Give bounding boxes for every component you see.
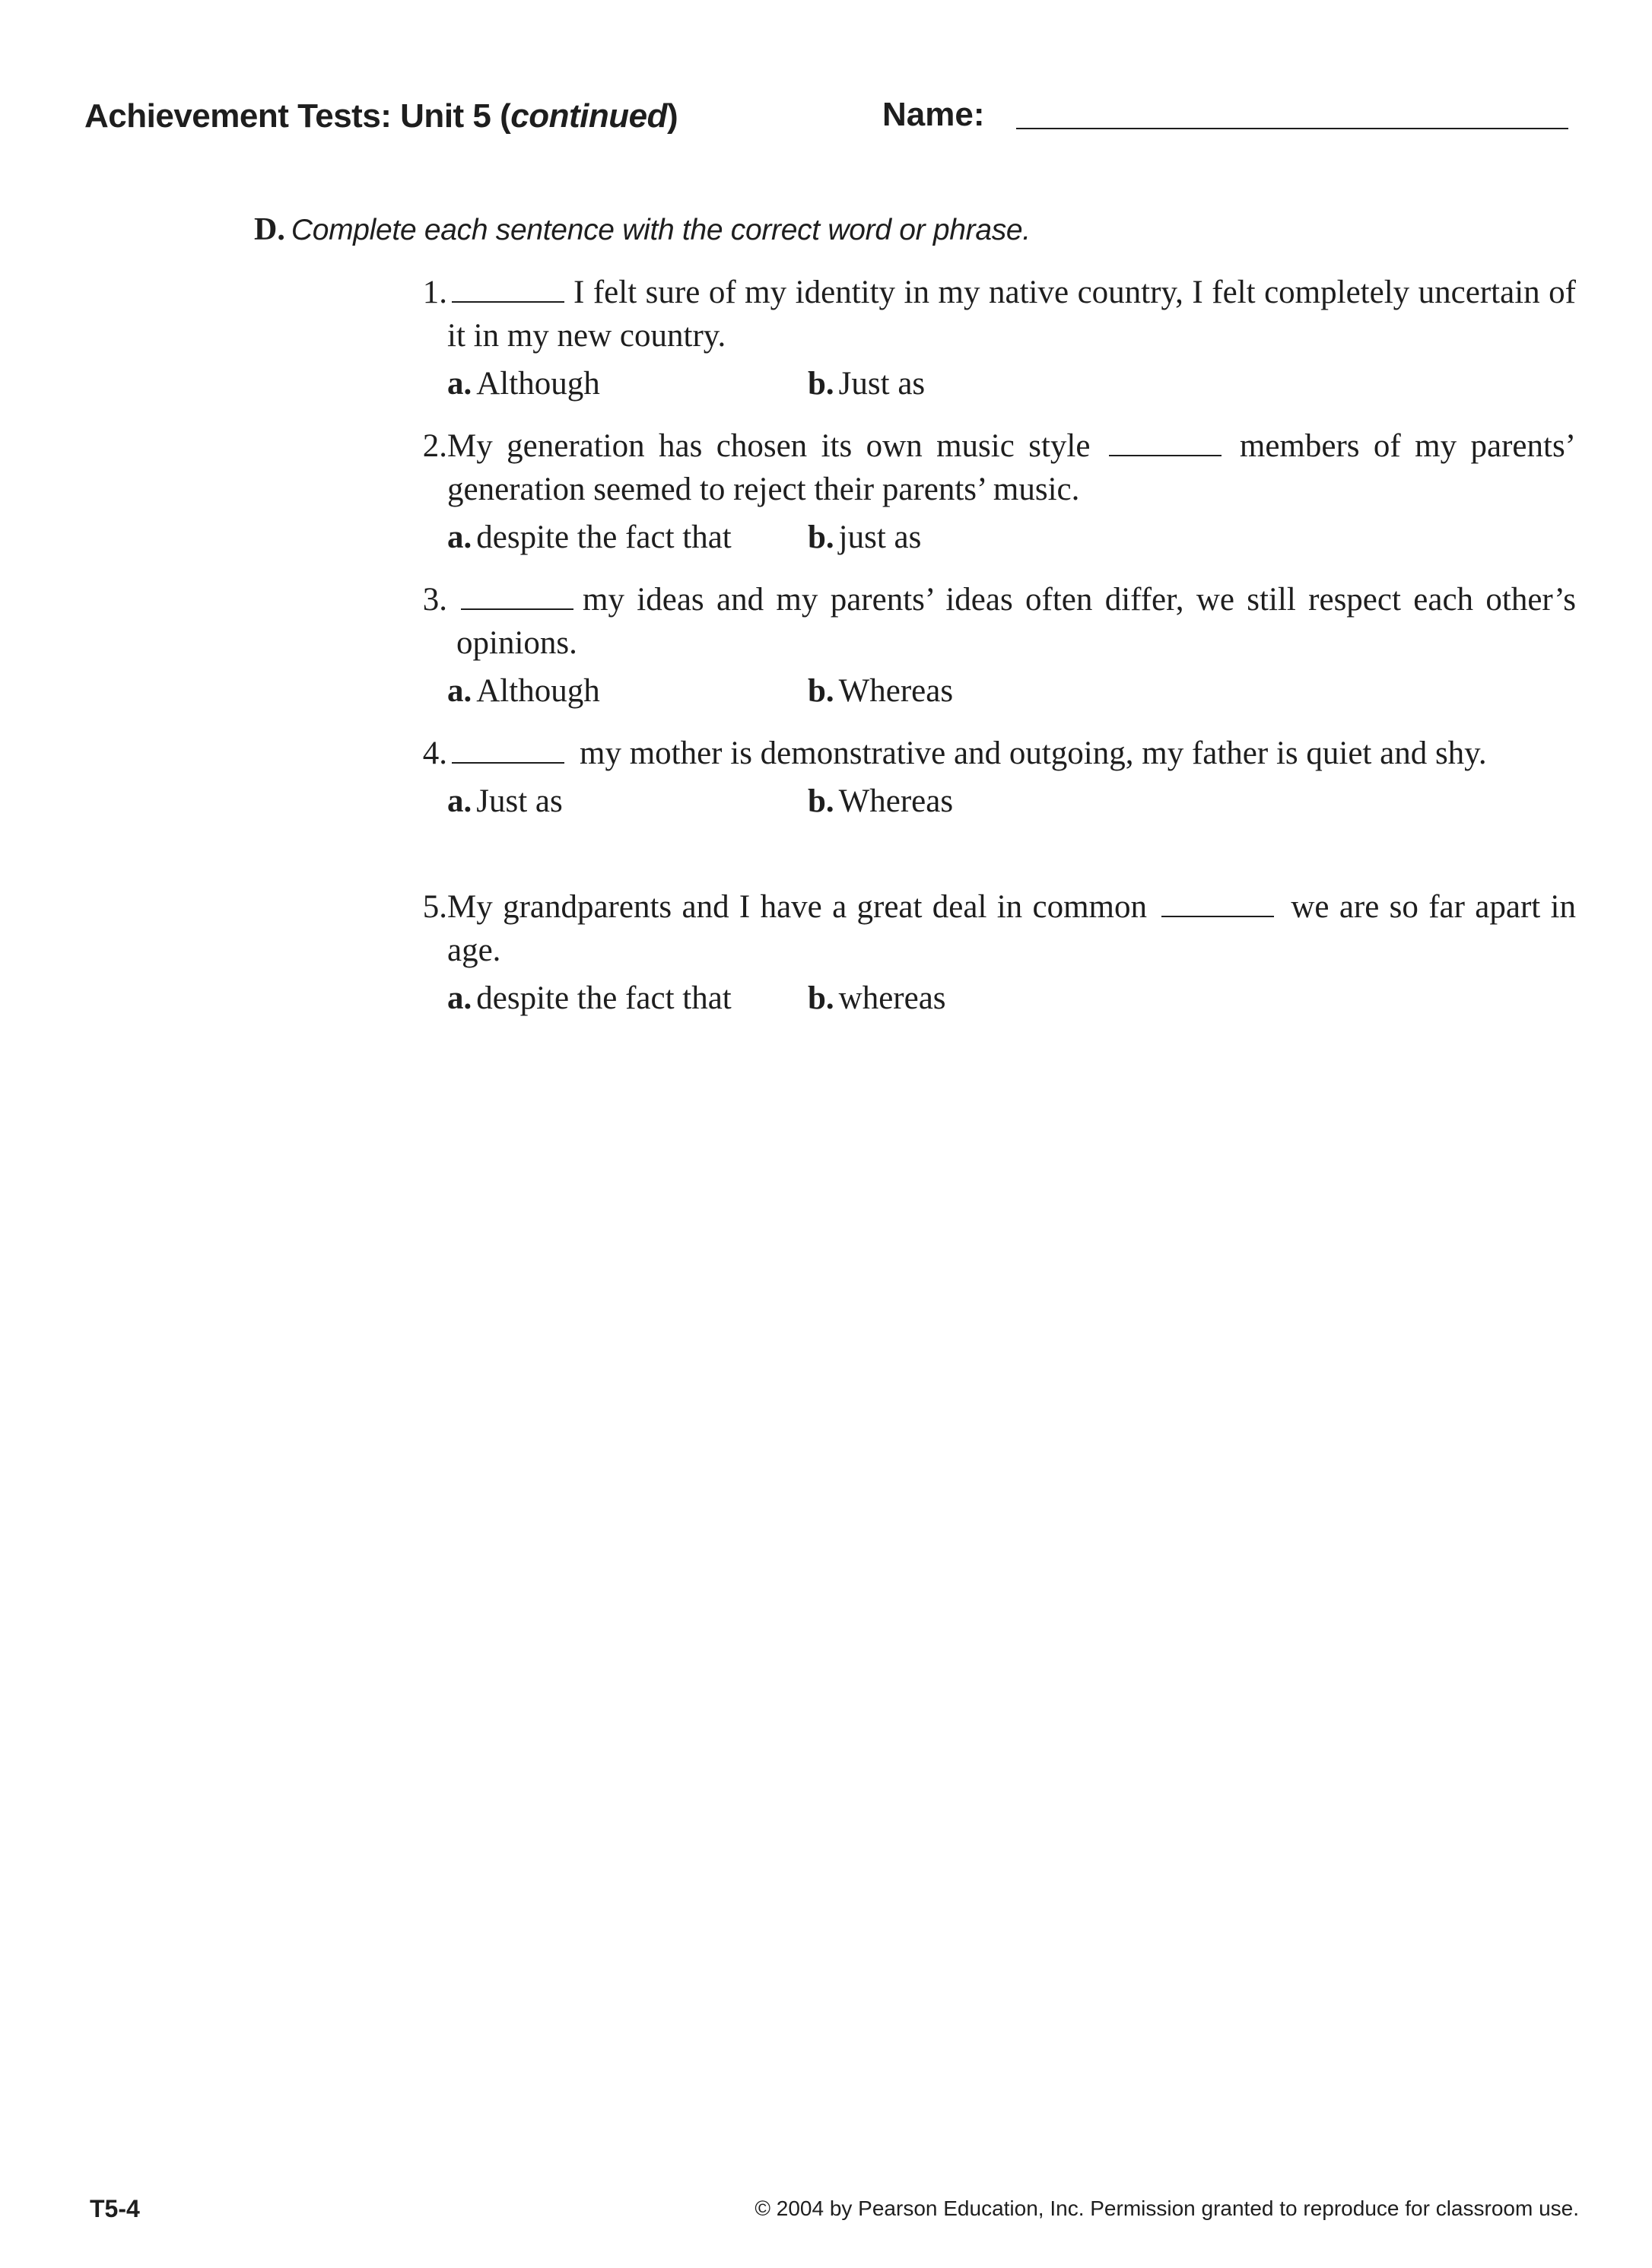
name-field-line[interactable] [1016, 128, 1568, 129]
title-close-paren: ) [666, 97, 678, 135]
answer-blank[interactable] [1161, 916, 1274, 917]
choice-letter-a: a. [447, 673, 472, 709]
choice-b-text: Whereas [838, 783, 954, 819]
answer-choices [405, 977, 1576, 1022]
choice-a-text: Although [476, 673, 600, 709]
choice-b-text: just as [838, 519, 922, 555]
question-3 [405, 578, 1576, 715]
question-text-before: My generation has chosen its own music style [447, 428, 1091, 464]
question-4 [405, 732, 1576, 825]
title-text: Achievement Tests: Unit 5 ( [84, 97, 511, 135]
title-continued: continued [510, 97, 667, 135]
page-code: T5-4 [90, 2195, 140, 2222]
choice-b[interactable] [808, 669, 953, 713]
choice-letter-a: a. [447, 519, 472, 555]
question-text-after: I felt sure of my identity in my native country, I felt completely uncertain of it in my new country. [447, 275, 1576, 354]
page-title [84, 97, 678, 135]
answer-choices [405, 780, 1576, 825]
choice-a[interactable] [447, 780, 563, 823]
choice-a-text: despite the fact that [476, 519, 732, 555]
question-5 [405, 885, 1576, 1022]
question-text-before: My grandparents and I have a great deal in common [447, 889, 1147, 925]
choice-b[interactable] [808, 362, 925, 405]
choice-b-text: Just as [838, 366, 926, 402]
choice-a[interactable] [447, 362, 600, 405]
question-2 [405, 424, 1576, 561]
answer-choices [405, 669, 1576, 715]
choice-letter-b: b. [808, 519, 834, 555]
answer-choices [405, 362, 1576, 408]
question-text-after: members of my parents’ generation seemed to reject their parents’ music. [447, 428, 1576, 507]
question-number: 3. [422, 582, 447, 618]
question-text [447, 271, 1576, 357]
choice-b[interactable] [808, 516, 921, 559]
question-number: 5. [422, 889, 447, 925]
answer-blank[interactable] [1109, 455, 1222, 456]
choice-letter-a: a. [447, 783, 472, 819]
answer-blank[interactable] [452, 762, 564, 764]
question-text-after: we are so far apart in age. [447, 889, 1577, 968]
section-letter: D. [254, 212, 285, 247]
section-heading [254, 211, 1031, 248]
choice-a[interactable] [447, 669, 600, 713]
question-text [456, 578, 1576, 665]
choice-letter-b: b. [808, 673, 834, 709]
choice-letter-b: b. [808, 980, 834, 1016]
choice-a[interactable] [447, 977, 732, 1020]
section-instruction: Complete each sentence with the correct word or phrase. [291, 214, 1031, 246]
choice-letter-b: b. [808, 366, 834, 402]
choice-letter-b: b. [808, 783, 834, 819]
choice-letter-a: a. [447, 366, 472, 402]
name-label: Name: [882, 96, 985, 133]
answer-blank[interactable] [452, 301, 564, 303]
answer-choices [405, 516, 1576, 561]
question-text [447, 732, 1576, 775]
question-1 [405, 271, 1576, 408]
choice-b-text: Whereas [838, 673, 954, 709]
choice-b[interactable] [808, 780, 953, 823]
answer-blank[interactable] [461, 608, 573, 610]
copyright-notice: © 2004 by Pearson Education, Inc. Permission granted to reproduce for classroom use. [755, 2197, 1579, 2220]
choice-a-text: despite the fact that [476, 980, 732, 1016]
choice-a[interactable] [447, 516, 732, 559]
question-text [447, 424, 1576, 511]
choice-b-text: whereas [838, 980, 946, 1016]
question-text-after: my mother is demonstrative and outgoing, my father is quiet and shy. [580, 735, 1487, 771]
question-number: 1. [422, 275, 447, 310]
question-text [447, 885, 1576, 972]
question-number: 4. [422, 735, 447, 771]
choice-a-text: Just as [476, 783, 563, 819]
choice-b[interactable] [808, 977, 946, 1020]
question-text-after: my ideas and my parents’ ideas often differ, we still respect each other’s opinions. [456, 582, 1576, 661]
question-number: 2. [422, 428, 447, 464]
choice-a-text: Although [476, 366, 600, 402]
choice-letter-a: a. [447, 980, 472, 1016]
